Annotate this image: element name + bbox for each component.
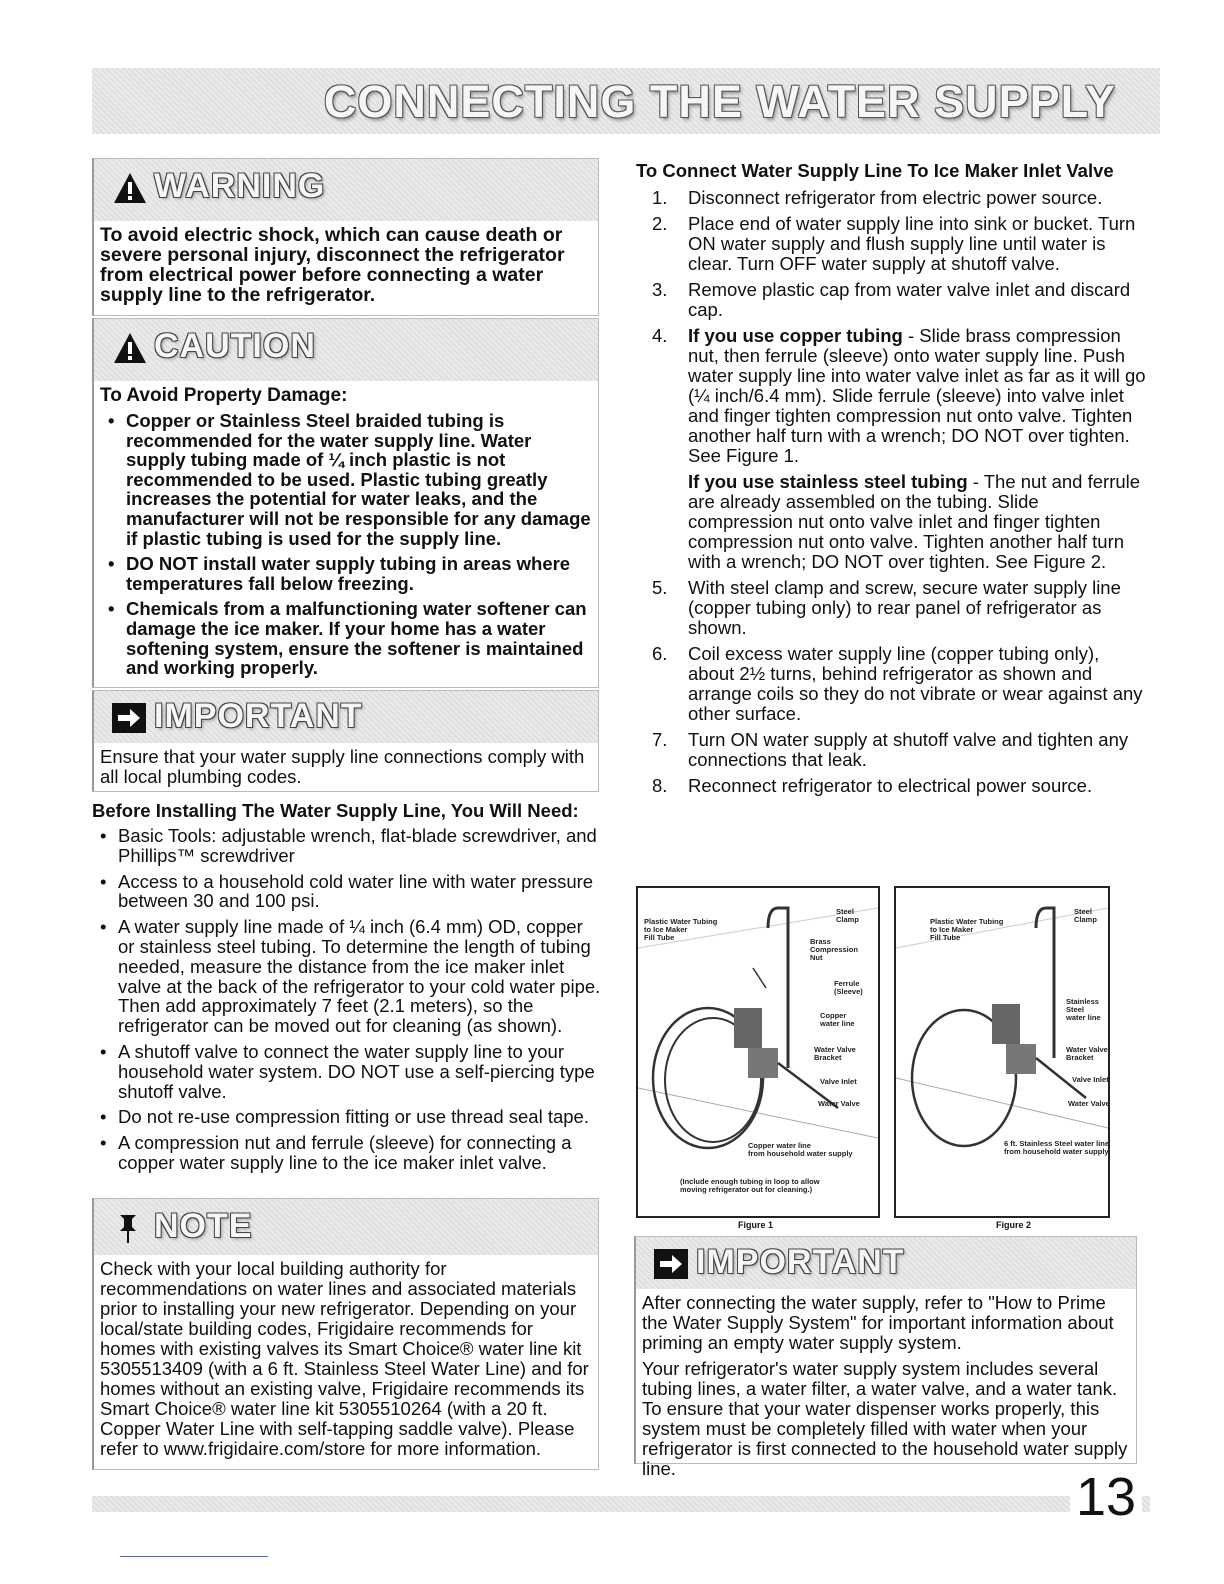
fig1-label-tube: Plastic Water Tubing to Ice Maker Fill Tube bbox=[644, 917, 718, 942]
before-install-item: • Access to a household cold water line with water pressure between 30 and 100 psi. bbox=[92, 872, 602, 912]
caution-list bbox=[100, 411, 592, 678]
before-install-item: • A shutoff valve to connect the water supply line to your household water system. DO NOT use a self-piercing type shutoff valve. bbox=[92, 1042, 602, 1101]
before-install-item: • A compression nut and ferrule (sleeve) for connecting a copper water supply line to the ice maker inlet valve. bbox=[92, 1133, 602, 1173]
fig1-label-loop: (Include enough tubing in loop to allow moving refrigerator out for cleaning.) bbox=[680, 1177, 820, 1194]
caution-item: • Copper or Stainless Steel braided tubing is recommended for the water supply line. Water supply tubing made of ¼ inch plastic is not recommended to be used. Plastic tubing greatly increases the potential for water leaks, and the manufacturer will not be responsible for any damage if plastic tubing is used for the supply line. bbox=[100, 411, 592, 548]
pushpin-icon bbox=[116, 1211, 140, 1245]
fig1-label-ferrule: Ferrule (Sleeve) bbox=[834, 979, 863, 996]
caution-box bbox=[92, 318, 599, 688]
before-install-item: • A water supply line made of ¼ inch (6.4 mm) OD, copper or stainless steel tubing. To determine the length of tubing needed, measure the distance from the ice maker inlet valve at the back of the refrigerator to your cold water pipe. Then add approximately 7 feet (2.1 meters), so the refrigerator can be moved out for cleaning (as shown). bbox=[92, 917, 602, 1036]
important-text-1: Ensure that your water supply line connections comply with all local plumbing codes. bbox=[100, 746, 585, 787]
note-text: Check with your local building authority for recommendations on water lines and associated materials prior to installing your new refrigerator. Depending on your local/state building codes, Frigidaire recommends for homes with existing valves its Smart Choice® water line kit 5305513409 (with a 6 ft. Stainless Steel Water Line) and for homes without an existing valve, Frigidaire recommends its Smart Choice® water line kit 5305510264 (with a 20 ft. Copper Water Line with self-tapping saddle valve). Please refer to www.frigidaire.com/store for more information. bbox=[100, 1258, 589, 1459]
caution-header bbox=[94, 319, 598, 381]
step-item: 6. Coil excess water supply line (copper tubing only), about 2½ turns, behind refrigerator as shown and arrange coils so they do not vibrate or wear against any other surface. bbox=[652, 643, 1143, 724]
note-box bbox=[92, 1198, 599, 1470]
before-install-section bbox=[92, 800, 602, 1179]
fig2-label-supply: 6 ft. Stainless Steel water line from household water supply bbox=[1004, 1139, 1110, 1156]
important-label-2: IMPORTANT bbox=[696, 1243, 905, 1281]
caution-triangle-icon bbox=[112, 331, 148, 365]
arrow-right-icon bbox=[112, 703, 146, 733]
warning-triangle-icon bbox=[112, 171, 148, 205]
fig1-label-supply: Copper water line from household water supply bbox=[748, 1141, 853, 1158]
page-footer-band bbox=[92, 1496, 1150, 1512]
step-item: 3. Remove plastic cap from water valve inlet and discard cap. bbox=[652, 279, 1131, 320]
caution-label: CAUTION bbox=[154, 327, 316, 365]
page-header-banner bbox=[92, 68, 1160, 134]
before-install-list bbox=[92, 826, 602, 1173]
fig2-label-inlet: Valve Inlet bbox=[1072, 1075, 1109, 1084]
connect-heading: To Connect Water Supply Line To Ice Maker Inlet Valve bbox=[636, 160, 1114, 181]
fig1-label-nut: Brass Compression Nut bbox=[810, 937, 858, 962]
fig2-label-valve: Water Valve bbox=[1068, 1099, 1110, 1108]
step-item: 5. With steel clamp and screw, secure water supply line (copper tubing only) to rear panel of refrigerator as shown. bbox=[652, 577, 1121, 638]
warning-text: To avoid electric shock, which can cause death or severe personal injury, disconnect the refrigerator from electrical power before connecting a water supply line to the refrigerator. bbox=[100, 224, 565, 306]
page-title: CONNECTING THE WATER SUPPLY bbox=[323, 76, 1116, 127]
fig2-label-clamp: Steel Clamp bbox=[1074, 907, 1097, 924]
step-item: 8. Reconnect refrigerator to electrical power source. bbox=[652, 775, 1093, 796]
page-number: 13 bbox=[1070, 1466, 1142, 1528]
arrow-right-icon bbox=[654, 1249, 688, 1279]
fig1-label-valve: Water Valve bbox=[818, 1099, 860, 1108]
step-item: 1. Disconnect refrigerator from electric power source. bbox=[652, 187, 1103, 208]
fig1-label-copper: Copper water line bbox=[820, 1011, 855, 1028]
fig1-label-inlet: Valve Inlet bbox=[820, 1077, 857, 1086]
note-label: NOTE bbox=[154, 1207, 253, 1245]
fig2-label-bracket: Water Valve Bracket bbox=[1066, 1045, 1108, 1062]
warning-header bbox=[94, 159, 598, 221]
figure-1 bbox=[636, 886, 880, 1218]
step-item: 4. If you use copper tubing - Slide brass compression nut, then ferrule (sleeve) onto water supply line. Push water supply line into water valve inlet as far as it will go (¼ inch/6.4 mm). Slide ferrule (sleeve) into valve inlet and finger tighten compression nut onto valve. Tighten another half turn with a wrench; DO NOT over tighten. See Figure 1. If you use stainless steel tubing - The nut and ferrule are already assembled on the tubing. Slide compression nut onto valve inlet and finger tighten compression nut onto valve. Tighten another half turn with a wrench; DO NOT over tighten. See Figure 2. bbox=[652, 325, 1146, 572]
note-header bbox=[94, 1199, 598, 1255]
warning-box bbox=[92, 158, 599, 316]
figure-1-caption: Figure 1 bbox=[738, 1220, 774, 1230]
fig2-label-tube: Plastic Water Tubing to Ice Maker Fill Tube bbox=[930, 917, 1004, 942]
connect-section bbox=[636, 160, 1146, 802]
fig1-label-clamp: Steel Clamp bbox=[836, 907, 859, 924]
important-box-1 bbox=[92, 690, 599, 792]
important-header-1 bbox=[94, 691, 598, 743]
warning-label: WARNING bbox=[154, 167, 326, 205]
caution-item: • Chemicals from a malfunctioning water softener can damage the ice maker. If your home has a water softening system, ensure the softener is maintained and working properly. bbox=[100, 599, 592, 677]
caution-heading: To Avoid Property Damage: bbox=[100, 385, 348, 406]
connect-steps bbox=[636, 188, 1146, 796]
important-label-1: IMPORTANT bbox=[154, 697, 363, 735]
before-install-item: • Do not re-use compression fitting or use thread seal tape. bbox=[92, 1107, 602, 1127]
caution-item: • DO NOT install water supply tubing in areas where temperatures fall below freezing. bbox=[100, 554, 592, 593]
before-install-item: • Basic Tools: adjustable wrench, flat-blade screwdriver, and Phillips™ screwdriver bbox=[92, 826, 602, 866]
before-install-heading: Before Installing The Water Supply Line, You Will Need: bbox=[92, 800, 579, 821]
important-box-2 bbox=[634, 1236, 1137, 1479]
step-item: 2. Place end of water supply line into sink or bucket. Turn ON water supply and flush supply line until water is clear. Turn OFF water supply at shutoff valve. bbox=[652, 213, 1136, 274]
fig2-label-steel: Stainless Steel water line bbox=[1066, 997, 1101, 1022]
figure-2-caption: Figure 2 bbox=[996, 1220, 1032, 1230]
important-text-2a: After connecting the water supply, refer to "How to Prime the Water Supply System" for important information about priming an empty water supply system. bbox=[642, 1292, 1114, 1353]
step-item: 7. Turn ON water supply at shutoff valve and tighten any connections that leak. bbox=[652, 729, 1129, 770]
important-header-2 bbox=[636, 1237, 1136, 1289]
bottom-rule bbox=[120, 1556, 268, 1557]
fig1-label-bracket: Water Valve Bracket bbox=[814, 1045, 856, 1062]
figure-2 bbox=[894, 886, 1110, 1218]
important-text-2b: Your refrigerator's water supply system includes several tubing lines, a water filter, a water valve, and a water tank. To ensure that your water dispenser works properly, this system must be completely filled with water when your refrigerator is first connected to the household water supply line. bbox=[642, 1358, 1128, 1479]
